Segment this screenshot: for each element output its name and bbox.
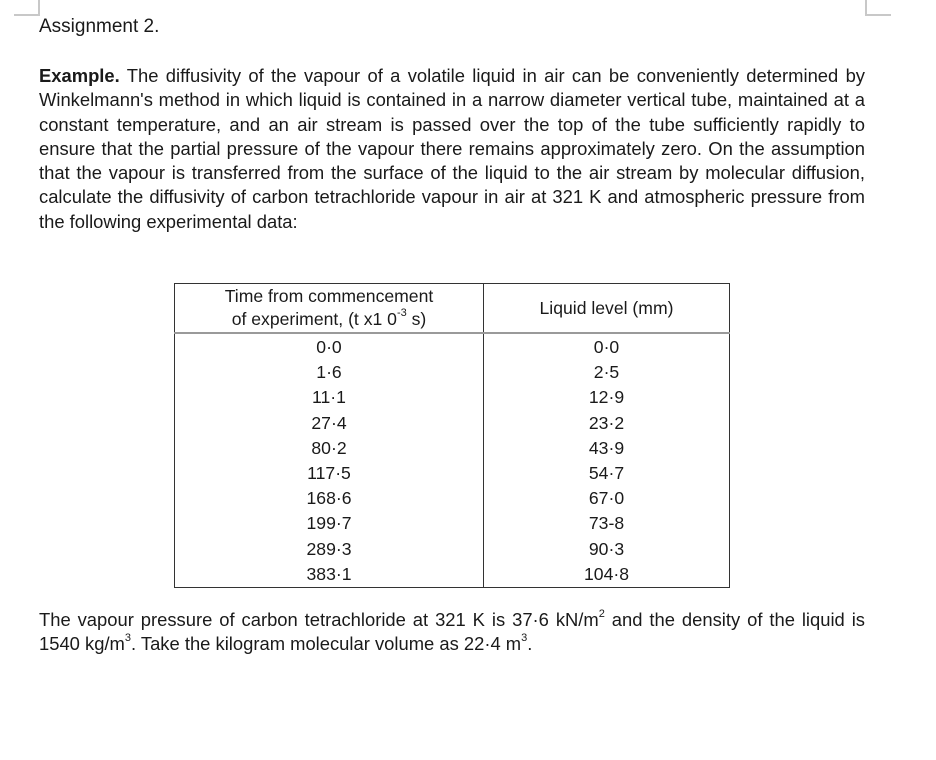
- problem-text: The diffusivity of the vapour of a volatile liquid in air can be conveniently determined by Winkelmann's method in which liquid is contained in a narrow diameter vertical tube, maintained at a constant temperature, and an air stream is passed over the top of the tube sufficiently rapidly to ensure that the partial pressure of the vapour there remains approximately zero. On the assumption that the vapour is transferred from the surface of the liquid to the air stream by molecular diffusion, calculate the diffusivity of carbon tetrachloride vapour in air at 321 K and atmospheric pressure from the following experimental data:: [39, 65, 865, 232]
- cell-time: 199·7: [175, 511, 484, 536]
- header-liquid-level: Liquid level (mm): [484, 284, 730, 334]
- cell-level: 12·9: [484, 385, 730, 410]
- cell-time: 80·2: [175, 436, 484, 461]
- example-label: Example.: [39, 65, 120, 86]
- table-row: [175, 511, 730, 536]
- cell-time: 117·5: [175, 461, 484, 486]
- experimental-data-table: [174, 283, 730, 588]
- cell-level: 67·0: [484, 486, 730, 511]
- cell-level: 54·7: [484, 461, 730, 486]
- cell-level: 2·5: [484, 360, 730, 385]
- assignment-title: Assignment 2.: [39, 16, 160, 37]
- table-row: [175, 385, 730, 410]
- cell-level: 43·9: [484, 436, 730, 461]
- table-row: [175, 486, 730, 511]
- table-header-row: [175, 284, 730, 334]
- superscript-3: 3: [521, 632, 528, 645]
- cell-time: 168·6: [175, 486, 484, 511]
- problem-statement: [39, 64, 865, 234]
- cell-level: 23·2: [484, 411, 730, 436]
- header-time: Time from commencement of experiment, (t x1 $0^{-3}$ s): [175, 284, 484, 334]
- cell-level: 0·0: [484, 333, 730, 360]
- table-row: [175, 461, 730, 486]
- page-corner-mark-right: [865, 0, 891, 16]
- table-row: [175, 537, 730, 562]
- table-row: [175, 360, 730, 385]
- cell-time: 0·0: [175, 333, 484, 360]
- table-row: [175, 562, 730, 588]
- cell-level: 104·8: [484, 562, 730, 588]
- cell-time: 1·6: [175, 360, 484, 385]
- table-row: [175, 436, 730, 461]
- page-corner-mark-left: [14, 0, 40, 16]
- given-data-paragraph: The vapour pressure of carbon tetrachloride at 321 K is 37·6 $kN/m^2$ and the density of the liquid is 1540 $kg/m^3$. Take the kilogram molecular volume as 22·4 $m^3$.: [39, 607, 865, 655]
- table-row: [175, 411, 730, 436]
- cell-time: 383·1: [175, 562, 484, 588]
- superscript-3: 3: [124, 632, 131, 645]
- cell-time: 27·4: [175, 411, 484, 436]
- cell-level: 90·3: [484, 537, 730, 562]
- cell-level: 73-8: [484, 511, 730, 536]
- superscript-2: 2: [598, 607, 605, 620]
- cell-time: 11·1: [175, 385, 484, 410]
- table-row: [175, 333, 730, 360]
- cell-time: 289·3: [175, 537, 484, 562]
